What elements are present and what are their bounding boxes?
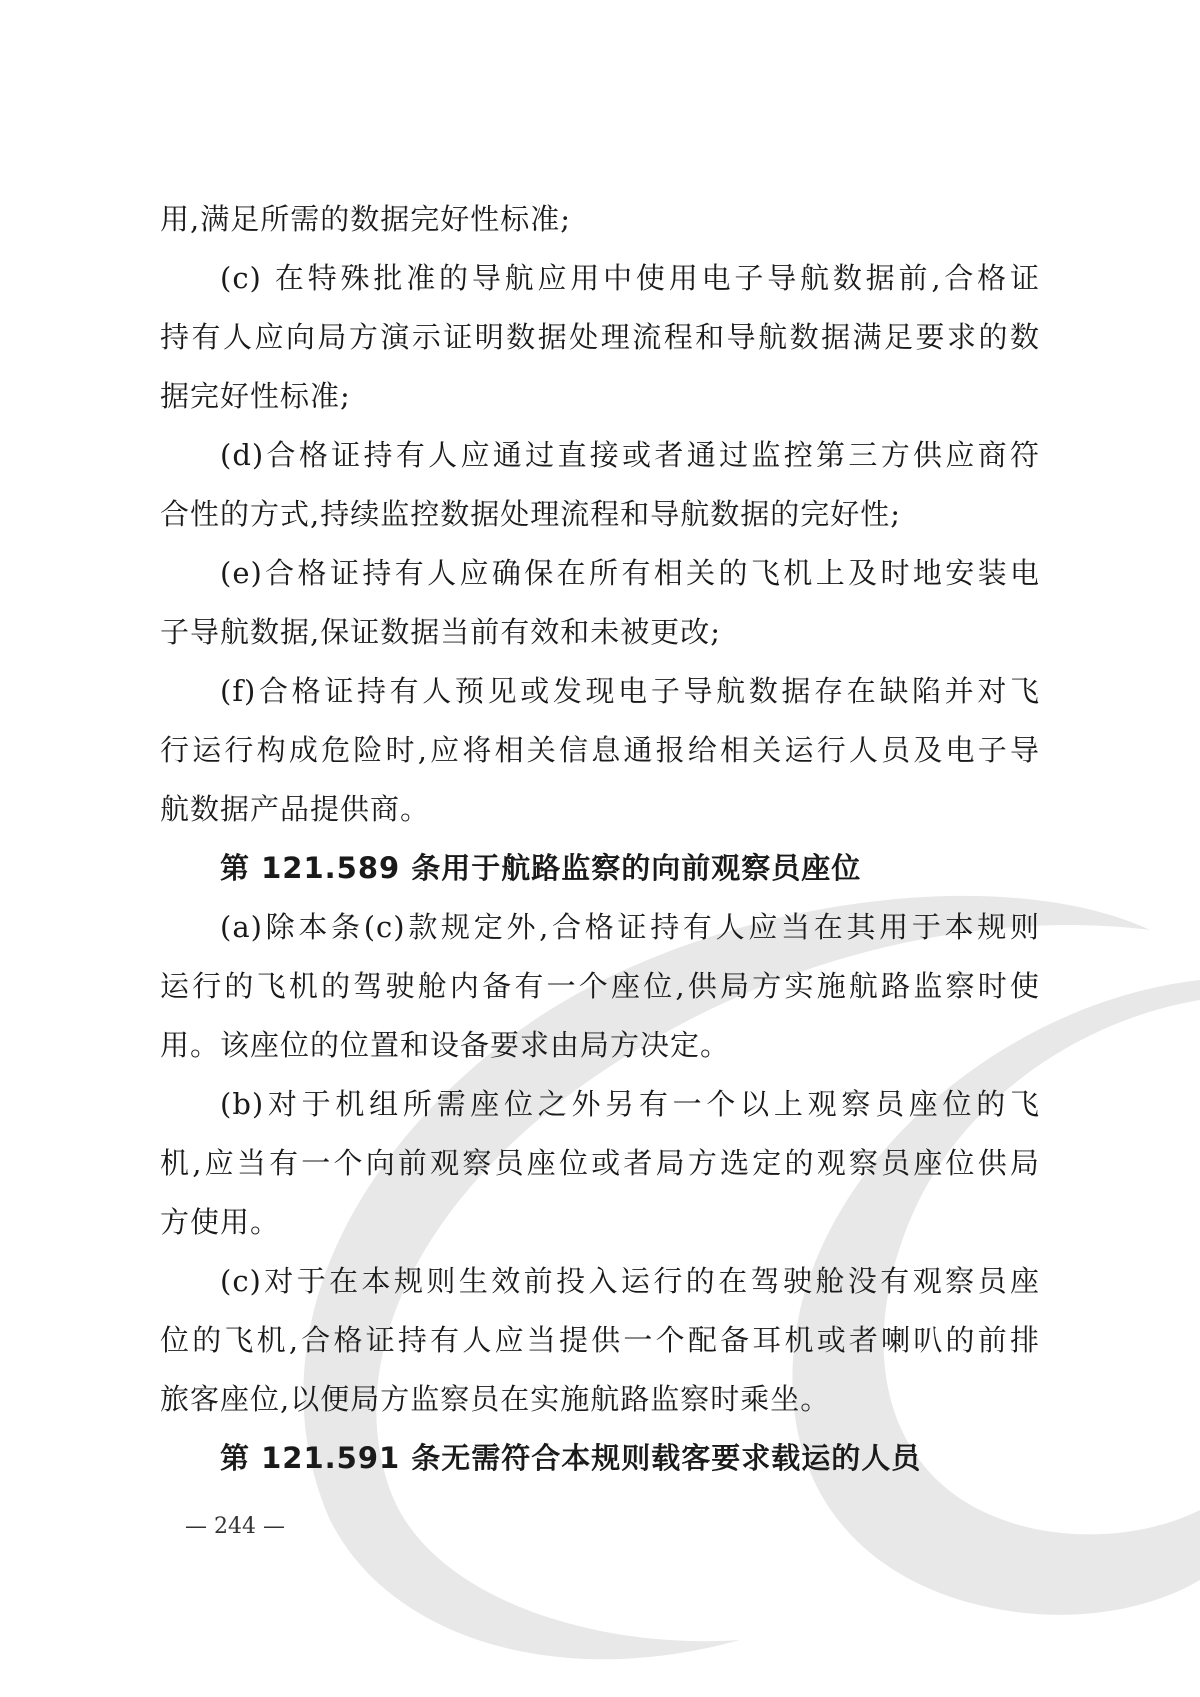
text-line: (d)合格证持有人应通过直接或者通过监控第三方供应商符 (220, 438, 1040, 472)
text-line: (b)对于机组所需座位之外另有一个以上观察员座位的飞 (220, 1087, 1040, 1121)
text-line: 用。该座位的位置和设备要求由局方决定。 (160, 1028, 731, 1062)
paragraph (160, 1252, 1040, 1429)
paragraph (160, 898, 1040, 1075)
section-heading: 第 121.589 条用于航路监察的向前观察员座位 (220, 851, 862, 885)
section-heading: 第 121.591 条无需符合本规则载客要求载运的人员 (220, 1441, 922, 1475)
paragraph (160, 249, 1040, 426)
text-line: (e)合格证持有人应确保在所有相关的飞机上及时地安装电 (220, 556, 1040, 590)
paragraph (160, 1075, 1040, 1252)
text-line: 航数据产品提供商。 (160, 792, 431, 826)
text-line: 据完好性标准; (160, 379, 351, 413)
text-line: 位的飞机,合格证持有人应当提供一个配备耳机或者喇叭的前排 (160, 1323, 1040, 1357)
paragraph (160, 190, 1040, 249)
text-line: 行运行构成危险时,应将相关信息通报给相关运行人员及电子导 (160, 733, 1040, 767)
text-line: 持有人应向局方演示证明数据处理流程和导航数据满足要求的数 (160, 320, 1040, 354)
text-line: 合性的方式,持续监控数据处理流程和导航数据的完好性; (160, 497, 901, 531)
paragraph (160, 544, 1040, 662)
text-line: 用,满足所需的数据完好性标准; (160, 202, 571, 236)
text-line: (c) 在特殊批准的导航应用中使用电子导航数据前,合格证 (220, 261, 1040, 295)
document-body (160, 190, 1040, 1488)
text-line: 子导航数据,保证数据当前有效和未被更改; (160, 615, 721, 649)
paragraph (160, 426, 1040, 544)
text-line: (f)合格证持有人预见或发现电子导航数据存在缺陷并对飞 (220, 674, 1040, 708)
text-line: (a)除本条(c)款规定外,合格证持有人应当在其用于本规则 (220, 910, 1040, 944)
text-line: 运行的飞机的驾驶舱内备有一个座位,供局方实施航路监察时使 (160, 969, 1040, 1003)
text-line: (c)对于在本规则生效前投入运行的在驾驶舱没有观察员座 (220, 1264, 1040, 1298)
text-line: 旅客座位,以便局方监察员在实施航路监察时乘坐。 (160, 1382, 831, 1416)
paragraph (160, 662, 1040, 839)
text-line: 方使用。 (160, 1205, 281, 1239)
page-number: — 244 — (185, 1514, 285, 1539)
text-line: 机,应当有一个向前观察员座位或者局方选定的观察员座位供局 (160, 1146, 1040, 1180)
